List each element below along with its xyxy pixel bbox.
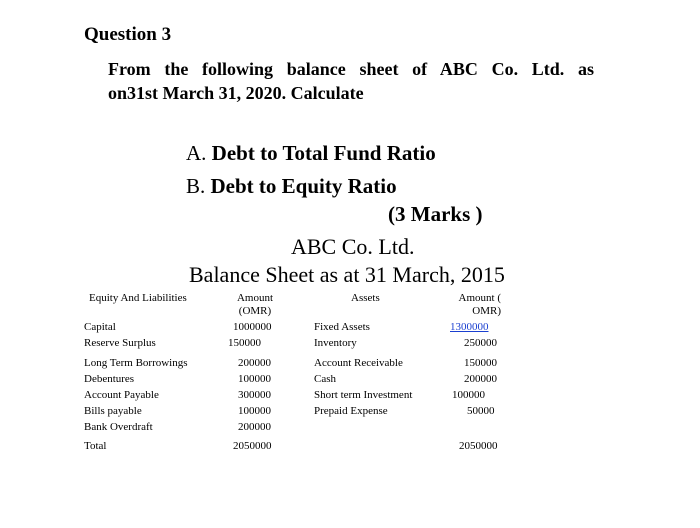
row-amount: 100000 [238,405,271,417]
row-amount: 300000 [238,389,271,401]
row-label: Account Payable [84,389,159,401]
row-asset: Prepaid Expense [314,405,388,417]
row-amount: 150000 [228,337,261,349]
row-asset: Inventory [314,337,357,349]
marks-label: (3 Marks ) [388,202,483,226]
header-assets: Assets [351,292,380,304]
row-asset: Fixed Assets [314,321,370,333]
row-label: Long Term Borrowings [84,357,188,369]
header-amount-liabilities-line2: (OMR) [238,305,272,317]
row-amount: 1000000 [233,321,272,333]
intro-line-2: on31st March 31, 2020. Calculate [108,83,364,103]
company-name: ABC Co. Ltd. [291,234,415,259]
total-label: Total [84,440,107,452]
balance-sheet-title: Balance Sheet as at 31 March, 2015 [189,262,505,287]
header-amount-liabilities [233,292,277,318]
row-asset-amount: 100000 [452,389,485,401]
row-amount: 200000 [238,421,271,433]
question-intro [108,57,594,105]
intro-line-1: From the following balance sheet of ABC Co. Ltd. as [108,59,594,79]
header-amount-assets-line1: Amount ( [458,292,501,304]
header-amount-liabilities-line1: Amount [236,292,274,304]
header-amount-assets [453,292,501,318]
row-label: Bank Overdraft [84,421,153,433]
row-label: Capital [84,321,116,333]
row-label: Bills payable [84,405,142,417]
row-amount: 200000 [238,357,271,369]
option-a [186,141,436,166]
option-a-letter: A. [186,141,207,165]
header-equity-liabilities: Equity And Liabilities [89,292,187,304]
total-amount-liabilities: 2050000 [233,440,272,452]
option-b [186,174,397,199]
row-asset-amount: 50000 [467,405,495,417]
header-amount-assets-line2: OMR) [472,305,501,317]
row-asset-amount: 200000 [464,373,497,385]
option-b-text: Debt to Equity Ratio [210,174,397,198]
row-asset: Account Receivable [314,357,403,369]
row-label: Debentures [84,373,135,385]
row-amount: 100000 [238,373,271,385]
option-b-letter: B. [186,174,206,198]
row-asset-amount: 150000 [464,357,497,369]
row-label: Reserve Surplus [84,337,156,349]
row-asset-amount: 250000 [464,337,497,349]
row-asset: Short term Investment [314,389,413,401]
total-amount-assets: 2050000 [459,440,498,452]
row-asset-amount-link[interactable]: 1300000 [450,321,489,333]
question-title: Question 3 [84,24,172,45]
row-asset: Cash [314,373,336,385]
option-a-text: Debt to Total Fund Ratio [211,141,436,165]
